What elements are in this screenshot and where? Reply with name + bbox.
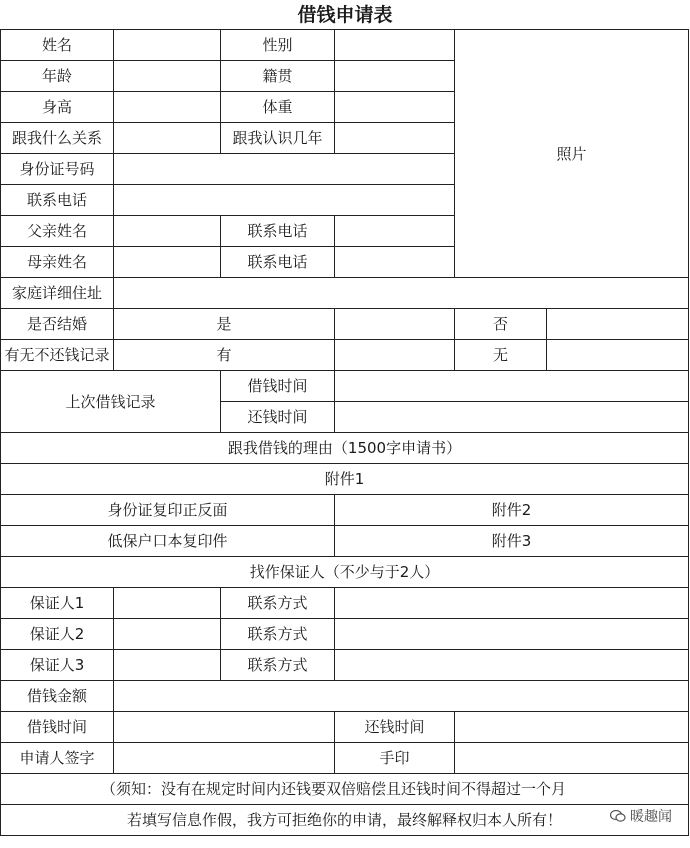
last-borrow-label: 上次借钱记录 xyxy=(1,371,221,433)
attachment2-label: 附件2 xyxy=(335,495,689,526)
watermark-text: 暖趣闻 xyxy=(630,809,672,825)
loan-time-label: 借钱时间 xyxy=(1,712,114,743)
last-repay-time-label: 还钱时间 xyxy=(221,402,335,433)
age-field[interactable] xyxy=(114,61,221,92)
loan-time-field[interactable] xyxy=(114,712,335,743)
wechat-icon xyxy=(610,810,626,822)
years-known-field[interactable] xyxy=(335,123,455,154)
default-yes-label: 有 xyxy=(114,340,335,371)
loan-application-table xyxy=(0,29,689,836)
return-time-field[interactable] xyxy=(455,712,689,743)
name-field[interactable] xyxy=(114,30,221,61)
default-record-label: 有无不还钱记录 xyxy=(1,340,114,371)
attachment3-label: 附件3 xyxy=(335,526,689,557)
mother-name-label: 母亲姓名 xyxy=(1,247,114,278)
id-number-label: 身份证号码 xyxy=(1,154,114,185)
married-yes-field[interactable] xyxy=(335,309,455,340)
father-name-field[interactable] xyxy=(114,216,221,247)
photo-box[interactable]: 照片 xyxy=(455,30,689,278)
phone-label: 联系电话 xyxy=(1,185,114,216)
fingerprint-label: 手印 xyxy=(335,743,455,774)
guarantor3-label: 保证人3 xyxy=(1,650,114,681)
gender-field[interactable] xyxy=(335,30,455,61)
default-no-label: 无 xyxy=(455,340,547,371)
guarantor3-contact-field[interactable] xyxy=(335,650,689,681)
amount-label: 借钱金额 xyxy=(1,681,114,712)
age-label: 年龄 xyxy=(1,61,114,92)
watermark xyxy=(610,806,672,826)
attachment1-label: 附件1 xyxy=(1,464,689,495)
gender-label: 性别 xyxy=(221,30,335,61)
mother-phone-label: 联系电话 xyxy=(221,247,335,278)
name-label: 姓名 xyxy=(1,30,114,61)
default-no-field[interactable] xyxy=(547,340,689,371)
native-place-label: 籍贯 xyxy=(221,61,335,92)
amount-field[interactable] xyxy=(114,681,689,712)
father-name-label: 父亲姓名 xyxy=(1,216,114,247)
form-title: 借钱申请表 xyxy=(297,4,393,26)
reason-label: 跟我借钱的理由（1500字申请书） xyxy=(1,433,689,464)
return-time-label: 还钱时间 xyxy=(335,712,455,743)
mother-phone-field[interactable] xyxy=(335,247,455,278)
last-repay-time-field[interactable] xyxy=(335,402,689,433)
id-number-field[interactable] xyxy=(114,154,455,185)
address-field[interactable] xyxy=(114,278,689,309)
id-copy-label: 身份证复印正反面 xyxy=(1,495,335,526)
guarantor2-label: 保证人2 xyxy=(1,619,114,650)
married-yes-label: 是 xyxy=(114,309,335,340)
guarantor-title: 找作保证人（不少与于2人） xyxy=(1,557,689,588)
address-label: 家庭详细住址 xyxy=(1,278,114,309)
father-phone-field[interactable] xyxy=(335,216,455,247)
married-label: 是否结婚 xyxy=(1,309,114,340)
married-no-label: 否 xyxy=(455,309,547,340)
relationship-label: 跟我什么关系 xyxy=(1,123,114,154)
mother-name-field[interactable] xyxy=(114,247,221,278)
married-no-field[interactable] xyxy=(547,309,689,340)
native-place-field[interactable] xyxy=(335,61,455,92)
guarantor3-field[interactable] xyxy=(114,650,221,681)
height-label: 身高 xyxy=(1,92,114,123)
notice-text: （须知：没有在规定时间内还钱要双倍赔偿且还钱时间不得超过一个月 xyxy=(1,774,689,805)
guarantor1-contact-field[interactable] xyxy=(335,588,689,619)
guarantor1-field[interactable] xyxy=(114,588,221,619)
years-known-label: 跟我认识几年 xyxy=(221,123,335,154)
height-field[interactable] xyxy=(114,92,221,123)
footer-text: 若填写信息作假，我方可拒绝你的申请，最终解释权归本人所有！ xyxy=(1,805,689,836)
relationship-field[interactable] xyxy=(114,123,221,154)
guarantor2-field[interactable] xyxy=(114,619,221,650)
signature-label: 申请人签字 xyxy=(1,743,114,774)
guarantor2-contact-field[interactable] xyxy=(335,619,689,650)
hukou-copy-label: 低保户口本复印件 xyxy=(1,526,335,557)
guarantor1-contact-label: 联系方式 xyxy=(221,588,335,619)
signature-field[interactable] xyxy=(114,743,335,774)
weight-label: 体重 xyxy=(221,92,335,123)
fingerprint-field[interactable] xyxy=(455,743,689,774)
guarantor2-contact-label: 联系方式 xyxy=(221,619,335,650)
phone-field[interactable] xyxy=(114,185,455,216)
guarantor1-label: 保证人1 xyxy=(1,588,114,619)
last-borrow-time-field[interactable] xyxy=(335,371,689,402)
father-phone-label: 联系电话 xyxy=(221,216,335,247)
weight-field[interactable] xyxy=(335,92,455,123)
last-borrow-time-label: 借钱时间 xyxy=(221,371,335,402)
default-yes-field[interactable] xyxy=(335,340,455,371)
guarantor3-contact-label: 联系方式 xyxy=(221,650,335,681)
